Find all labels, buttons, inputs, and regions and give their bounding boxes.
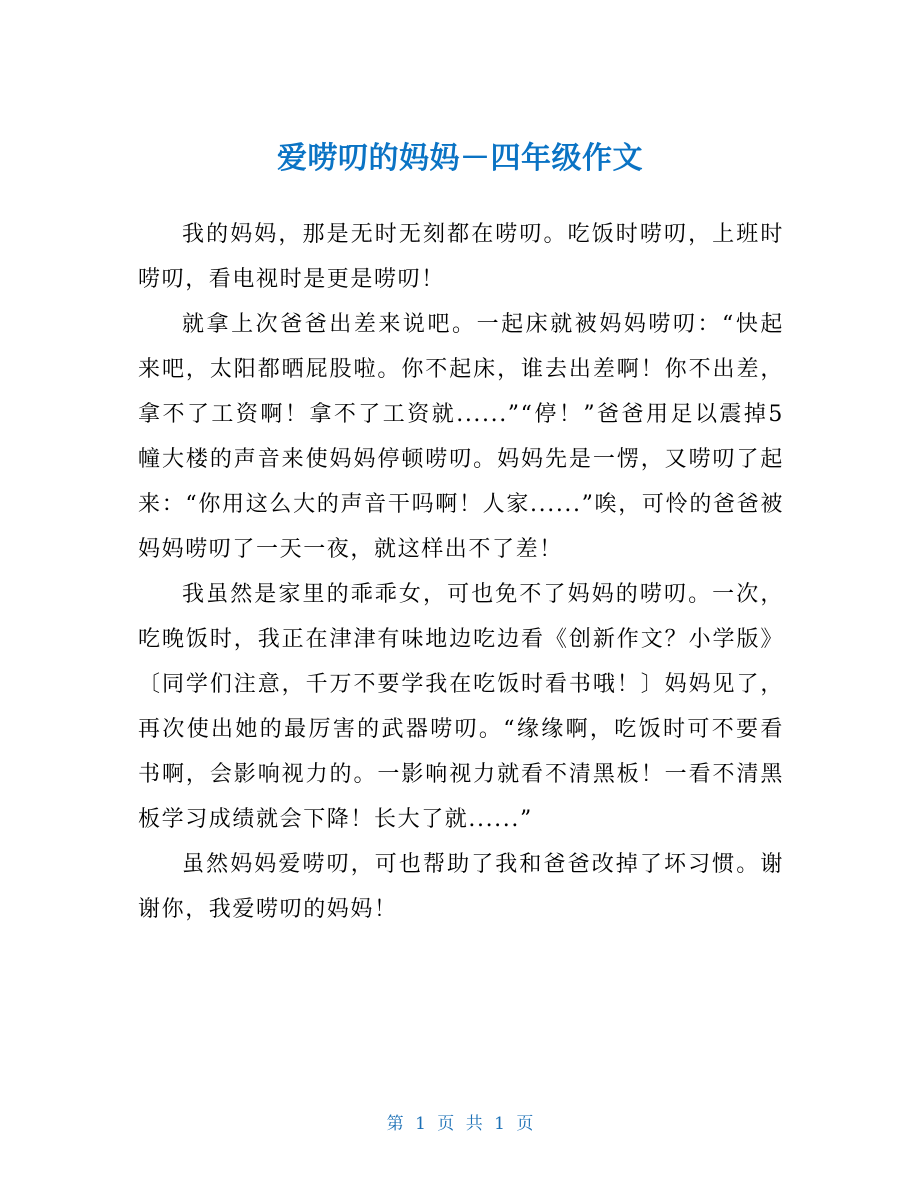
page-title: 爱唠叨的妈妈－四年级作文 [277,141,643,177]
paragraph-3: 我虽然是家里的乖乖女，可也免不了妈妈的唠叨。一次，吃晚饭时，我正在津津有味地边吃边看《创新作文？小学版》〔同学们注意，千万不要学我在吃饭时看书哦！〕妈妈见了，再次使出她的最厉害的武器唠叨。“缘缘啊，吃饭时可不要看书啊，会影响视力的。一影响视力就看不清黑板！一看不清黑板学习成绩就会下降！长大了就......” [138,582,784,832]
paragraph-1: 我的妈妈，那是无时无刻都在唠叨。吃饭时唠叨，上班时唠叨，看电视时是更是唠叨！ [138,222,784,292]
paragraph-2: 就拿上次爸爸出差来说吧。一起床就被妈妈唠叨：“快起来吧，太阳都晒屁股啦。你不起床，谁去出差啊！你不出差，拿不了工资啊！拿不了工资就......”“停！”爸爸用足以震掉5幢大楼的声音来使妈妈停顿唠叨。妈妈先是一愣，又唠叨了起来：“你用这么大的声音干吗啊！人家......”唉，可怜的爸爸被妈妈唠叨了一天一夜，就这样出不了差！ [138,312,784,562]
article-body [138,212,784,932]
paragraph-4: 虽然妈妈爱唠叨，可也帮助了我和爸爸改掉了坏习惯。谢谢你，我爱唠叨的妈妈！ [138,852,784,922]
page-number-footer: 第 1 页 共 1 页 [386,1114,534,1134]
